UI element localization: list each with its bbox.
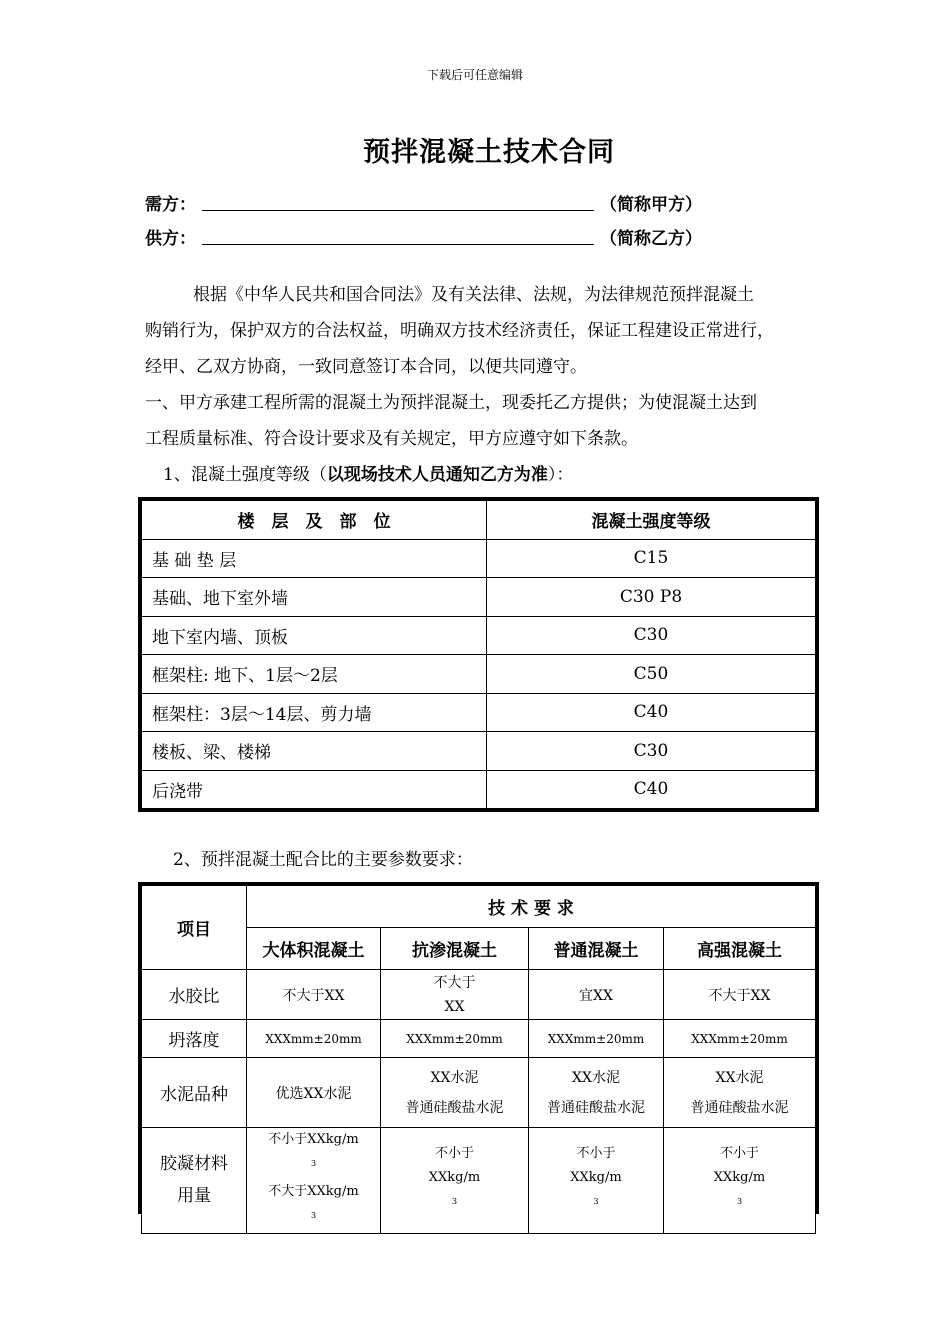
cell-line: XX (444, 998, 465, 1015)
part-cell: 楼板、梁、楼梯 (142, 732, 487, 771)
table-row (142, 1020, 816, 1058)
table-row (142, 616, 816, 655)
grade-cell: C15 (487, 539, 816, 578)
grade-cell: C50 (487, 655, 816, 694)
cell-line: XXkg/m (428, 1170, 481, 1186)
intro-line: 工程质量标准、符合设计要求及有关规定，甲方应遵守如下条款。 (145, 429, 638, 449)
buyer-label: 需方： (145, 195, 196, 215)
grade-cell: C30 (487, 732, 816, 771)
part-cell: 基 础 垫 层 (142, 539, 487, 578)
section2-heading: 2、预拌混凝土配合比的主要参数要求： (173, 850, 473, 870)
section1-heading-suffix: ）： (547, 465, 574, 485)
cell (381, 970, 529, 1020)
cell: XXXmm±20mm (664, 1020, 816, 1058)
section1-heading-prefix: 1、混凝土强度等级（ (163, 465, 327, 485)
table-row (142, 770, 816, 809)
intro-line: 购销行为，保护双方的合法权益，明确双方技术经济责任，保证工程建设正常进行， (145, 321, 774, 341)
type-header: 高强混凝土 (664, 928, 816, 970)
part-cell: 框架柱: 地下、1层～2层 (142, 655, 487, 694)
grade-cell: C40 (487, 770, 816, 809)
intro-line: 根据《中华人民共和国合同法》及有关法律、法规，为法律规范预拌混凝土 (193, 285, 754, 305)
cell: XXXmm±20mm (247, 1020, 381, 1058)
section1-heading-bold: 以现场技术人员通知乙方为准 (326, 465, 548, 485)
buyer-blank[interactable] (202, 210, 594, 211)
cell-line: XX水泥 (715, 1069, 764, 1086)
cell: XXXmm±20mm (529, 1020, 664, 1058)
cell-line: XXkg/m (570, 1170, 622, 1186)
seller-line (145, 224, 745, 250)
grade-cell: C30 (487, 616, 816, 655)
cell: 宜XX (529, 970, 664, 1020)
row-label (142, 1128, 247, 1234)
cell: 优选XX水泥 (247, 1058, 381, 1128)
type-header: 大体积混凝土 (247, 928, 381, 970)
intro-line: 经甲、乙双方协商，一致同意签订本合同，以便共同遵守。 (145, 357, 587, 377)
cell-line: 普通硅酸盐水泥 (690, 1099, 789, 1116)
table-row (142, 578, 816, 617)
mix-table (138, 882, 819, 1221)
seller-abbr: （简称乙方） (600, 229, 702, 249)
buyer-abbr: （简称甲方） (600, 195, 702, 215)
cell (664, 1058, 816, 1128)
cell (529, 1058, 664, 1128)
cell-line: 不大于XXkg/m (268, 1184, 359, 1200)
grade-cell: C40 (487, 693, 816, 732)
cell-line: 不大于 (433, 974, 476, 991)
buyer-line (145, 190, 745, 216)
section1-heading (163, 457, 863, 493)
cell-line: 普通硅酸盐水泥 (405, 1099, 504, 1116)
superscript: 3 (736, 1197, 743, 1207)
cell (381, 1058, 529, 1128)
table-row (142, 693, 816, 732)
cell (247, 1128, 381, 1234)
cell (664, 1128, 816, 1234)
cell-line: XX水泥 (572, 1069, 620, 1086)
cell: XXXmm±20mm (381, 1020, 529, 1058)
superscript: 3 (310, 1211, 317, 1221)
grade-cell: C30 P8 (487, 578, 816, 617)
part-cell: 框架柱：3层～14层、剪力墙 (142, 693, 487, 732)
cell-line: 不小于 (434, 1146, 474, 1162)
header-note: 下载后可任意编辑 (426, 68, 523, 82)
row-label: 水胶比 (142, 970, 247, 1020)
type-header: 抗渗混凝土 (381, 928, 529, 970)
part-cell: 基础、地下室外墙 (142, 578, 487, 617)
row-label-line: 用量 (177, 1186, 211, 1207)
cell (381, 1128, 529, 1234)
part-cell: 后浇带 (142, 770, 487, 809)
strength-col-part: 楼 层 及 部 位 (142, 501, 487, 540)
cell-line: 不小于XXkg/m (268, 1132, 359, 1147)
row-label-line: 胶凝材料 (160, 1154, 228, 1175)
superscript: 3 (310, 1159, 317, 1168)
type-header: 普通混凝土 (529, 928, 664, 970)
seller-blank[interactable] (202, 244, 594, 245)
superscript: 3 (451, 1197, 458, 1207)
row-label: 水泥品种 (142, 1058, 247, 1128)
table-row (142, 539, 816, 578)
cell: 不大于XX (247, 970, 381, 1020)
table-row (142, 970, 816, 1020)
cell-line: XXkg/m (713, 1170, 766, 1186)
strength-col-grade: 混凝土强度等级 (487, 501, 816, 540)
intro-paragraph (145, 277, 845, 457)
table-row (142, 1128, 816, 1234)
intro-line: 一、甲方承建工程所需的混凝土为预拌混凝土，现委托乙方提供；为使混凝土达到 (145, 393, 757, 413)
cell-line: 不小于 (719, 1146, 759, 1162)
part-cell: 地下室内墙、顶板 (142, 616, 487, 655)
strength-table (138, 497, 819, 812)
cell: 不大于XX (664, 970, 816, 1020)
superscript: 3 (593, 1197, 599, 1207)
cell (529, 1128, 664, 1234)
cell-line: XX水泥 (430, 1069, 479, 1086)
page-title: 预拌混凝土技术合同 (363, 137, 615, 168)
table-row (142, 655, 816, 694)
table-row (142, 1058, 816, 1128)
seller-label: 供方： (145, 229, 196, 249)
cell-line: 普通硅酸盐水泥 (547, 1099, 645, 1116)
cell-line: 不小于 (576, 1146, 616, 1162)
item-header: 项目 (142, 886, 247, 970)
row-label: 坍落度 (142, 1020, 247, 1058)
table-row (142, 732, 816, 771)
tech-header: 技 术 要 求 (247, 886, 816, 928)
